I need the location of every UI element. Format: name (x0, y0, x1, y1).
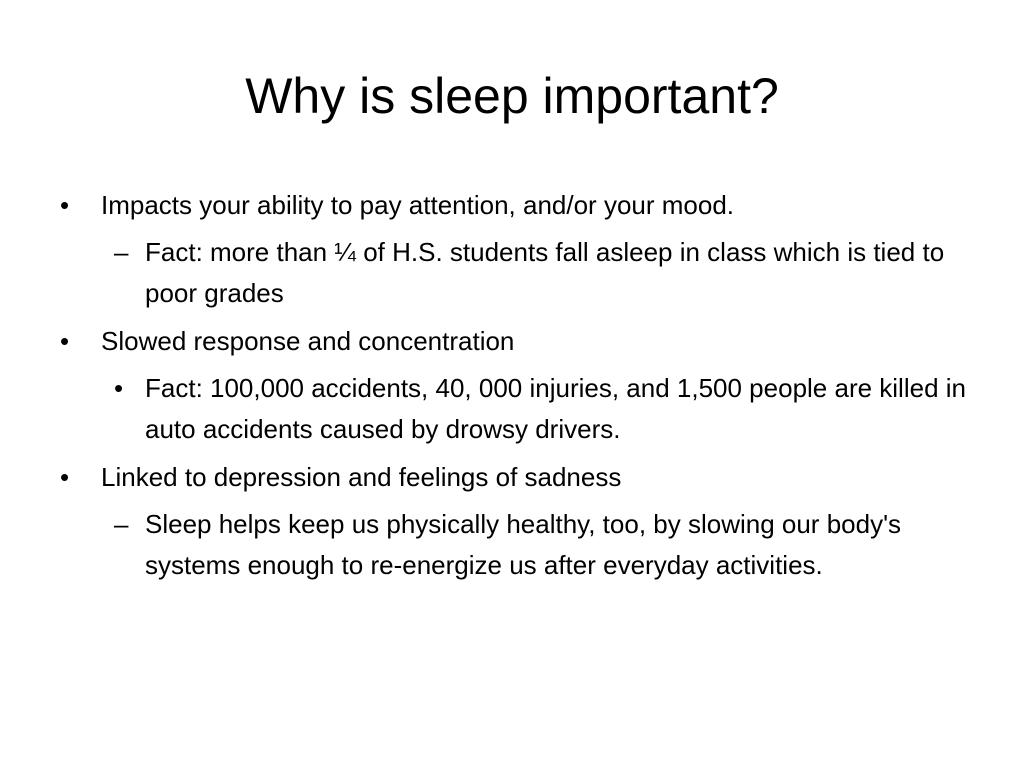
dash-marker: – (114, 509, 129, 539)
dash-marker: – (114, 237, 129, 267)
sub-bullet-item (58, 504, 978, 586)
bullet-marker: • (60, 326, 70, 356)
bullet-item (58, 185, 978, 226)
bullet-item (58, 457, 978, 498)
bullet-marker: • (114, 373, 124, 403)
sub-bullet-item (58, 232, 978, 314)
bullet-marker: • (60, 462, 70, 492)
bullet-text: Slowed response and concentration (101, 326, 515, 356)
bullet-marker: • (60, 190, 70, 220)
sub-bullet-text: Sleep helps keep us physically healthy, too, by slowing our body's systems enough to re-energize us after everyday activities. (145, 509, 902, 580)
bullet-text: Linked to depression and feelings of sadness (101, 462, 622, 492)
sub-bullet-item (58, 368, 978, 450)
bullet-text: Impacts your ability to pay attention, and/or your mood. (101, 190, 735, 220)
slide-title: Why is sleep important? (245, 68, 779, 124)
bullet-item (58, 321, 978, 362)
bullet-list (58, 185, 978, 593)
sub-bullet-text: Fact: 100,000 accidents, 40, 000 injuries, and 1,500 people are killed in auto accidents caused by drowsy drivers. (145, 373, 966, 444)
sub-bullet-text: Fact: more than ¼ of H.S. students fall asleep in class which is tied to poor grades (145, 237, 945, 308)
